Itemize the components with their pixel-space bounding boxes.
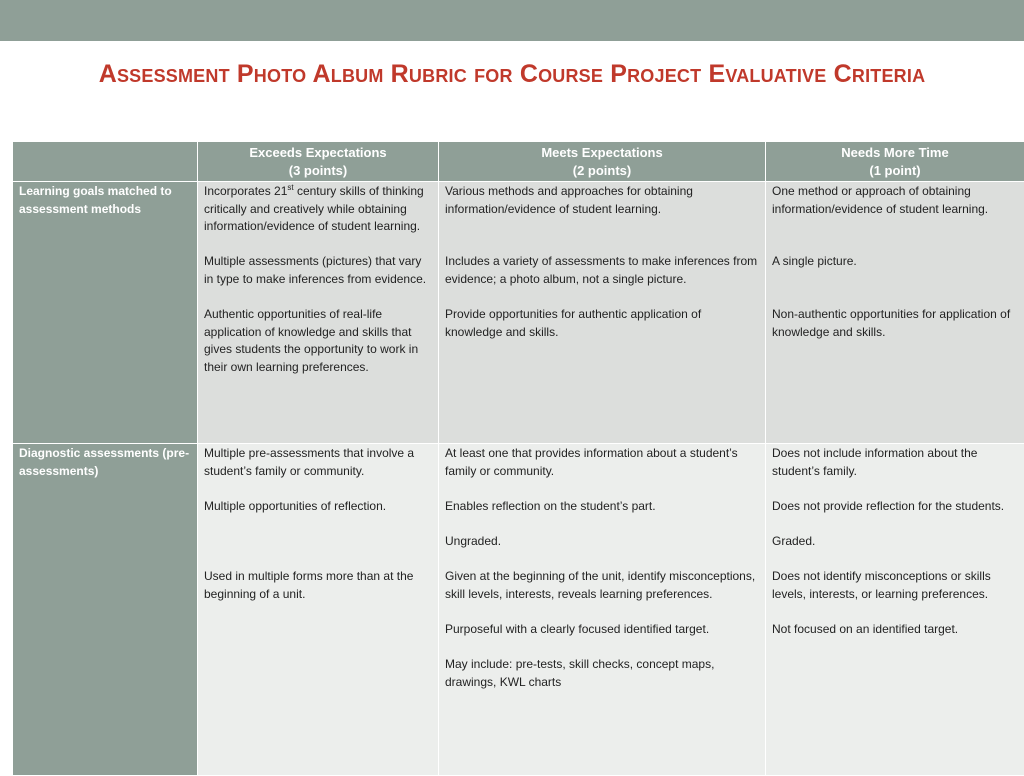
cell-paragraph: Includes a variety of assessments to make inferences from evidence; a photo album, not a single picture. bbox=[445, 253, 759, 288]
cell-paragraph: Multiple opportunities of reflection. bbox=[204, 498, 432, 516]
header-exceeds-label: Exceeds Expectations bbox=[202, 144, 434, 162]
cell-paragraph: Non-authentic opportunities for application of knowledge and skills. bbox=[772, 306, 1018, 341]
header-meets-label: Meets Expectations bbox=[443, 144, 761, 162]
cell-paragraph: Used in multiple forms more than at the beginning of a unit. bbox=[204, 568, 432, 603]
cell-paragraph: Graded. bbox=[772, 533, 1018, 551]
header-meets bbox=[439, 142, 766, 182]
cell-paragraph: At least one that provides information about a student’s family or community. bbox=[445, 445, 759, 480]
cell-paragraph: Not focused on an identified target. bbox=[772, 621, 1018, 639]
cell-paragraph: Multiple pre-assessments that involve a student’s family or community. bbox=[204, 445, 432, 480]
header-meets-points: (2 points) bbox=[443, 162, 761, 180]
table-row bbox=[13, 444, 1024, 776]
header-exceeds-points: (3 points) bbox=[202, 162, 434, 180]
cell-paragraph: Does not include information about the student’s family. bbox=[772, 445, 1018, 480]
cell-paragraph: Multiple assessments (pictures) that vary in type to make inferences from evidence. bbox=[204, 253, 432, 288]
rubric-table bbox=[12, 141, 1024, 776]
superscript: st bbox=[287, 183, 293, 192]
cell-paragraph: Provide opportunities for authentic application of knowledge and skills. bbox=[445, 306, 759, 341]
header-needs-label: Needs More Time bbox=[770, 144, 1020, 162]
cell-paragraph: Ungraded. bbox=[445, 533, 759, 551]
cell-paragraph: Given at the beginning of the unit, identify misconceptions, skill levels, interests, reveals learning preferences. bbox=[445, 568, 759, 603]
cell-paragraph: Does not identify misconceptions or skills levels, interests, or learning preferences. bbox=[772, 568, 1018, 603]
needs-cell bbox=[766, 182, 1024, 444]
header-empty-cell bbox=[13, 142, 198, 182]
cell-paragraph: Does not provide reflection for the students. bbox=[772, 498, 1018, 516]
cell-paragraph: Enables reflection on the student’s part. bbox=[445, 498, 759, 516]
exceeds-cell bbox=[198, 182, 439, 444]
exceeds-cell bbox=[198, 444, 439, 776]
criterion-cell: Learning goals matched to assessment methods bbox=[13, 182, 198, 444]
header-needs-points: (1 point) bbox=[770, 162, 1020, 180]
meets-cell bbox=[439, 444, 766, 776]
cell-paragraph bbox=[204, 183, 432, 236]
criterion-cell: Diagnostic assessments (pre-assessments) bbox=[13, 444, 198, 776]
cell-text: Incorporates 21 bbox=[204, 184, 287, 198]
cell-paragraph: A single picture. bbox=[772, 253, 1018, 271]
top-banner bbox=[0, 0, 1024, 41]
cell-paragraph: One method or approach of obtaining information/evidence of student learning. bbox=[772, 183, 1018, 218]
header-exceeds bbox=[198, 142, 439, 182]
cell-text: century skills of thinking critically and creatively while obtaining information/evidence of student learning. bbox=[204, 184, 424, 233]
cell-paragraph: May include: pre-tests, skill checks, concept maps, drawings, KWL charts bbox=[445, 656, 759, 691]
cell-paragraph: Purposeful with a clearly focused identified target. bbox=[445, 621, 759, 639]
cell-paragraph: Various methods and approaches for obtaining information/evidence of student learning. bbox=[445, 183, 759, 218]
meets-cell bbox=[439, 182, 766, 444]
header-row bbox=[13, 142, 1024, 182]
cell-paragraph: Authentic opportunities of real-life application of knowledge and skills that gives students the opportunity to work in their own learning preferences. bbox=[204, 306, 432, 376]
page-title: Assessment Photo Album Rubric for Course Project Evaluative Criteria bbox=[0, 60, 1024, 89]
table-row bbox=[13, 182, 1024, 444]
header-needs bbox=[766, 142, 1024, 182]
needs-cell bbox=[766, 444, 1024, 776]
